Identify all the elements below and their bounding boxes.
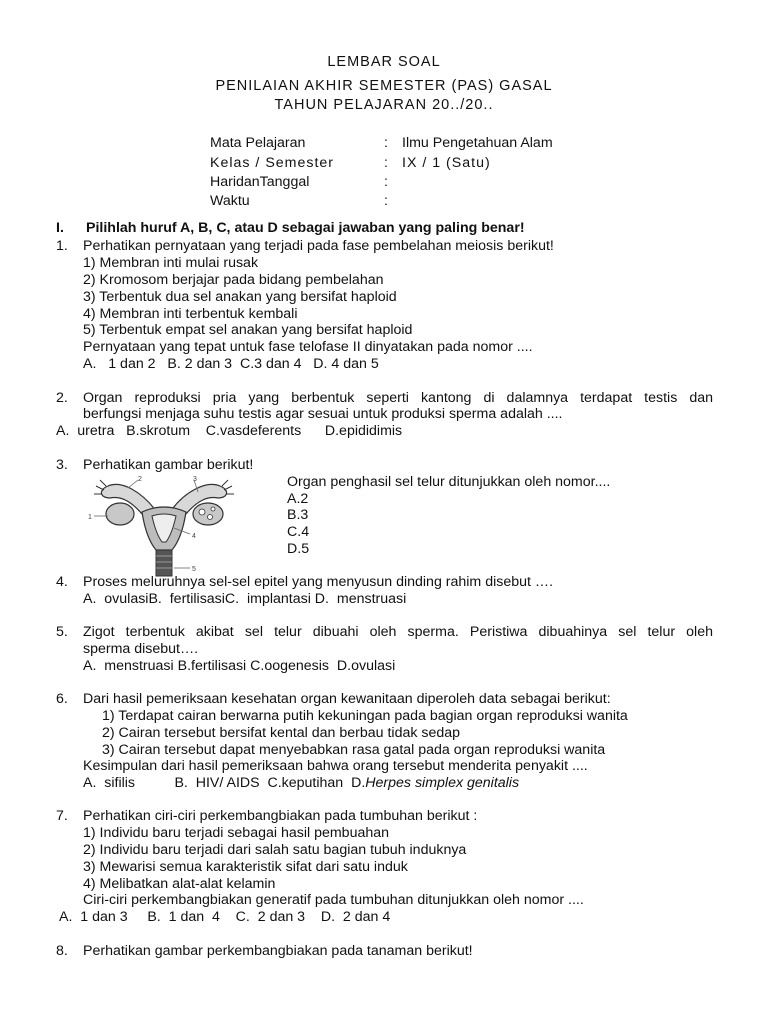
list-item: 3) Terbentuk dua sel anakan yang bersifat haploid bbox=[83, 289, 397, 305]
answer-options bbox=[83, 775, 519, 792]
list-item: 1) Membran inti mulai rusak bbox=[83, 255, 259, 271]
question-number: 5. bbox=[56, 624, 68, 640]
question-text: Perhatikan gambar perkembangbiakan pada tanaman berikut! bbox=[83, 943, 473, 959]
question-number: 1. bbox=[56, 238, 68, 254]
figure-label: 3 bbox=[193, 476, 197, 483]
question-stem: Kesimpulan dari hasil pemeriksaan bahwa orang tersebut menderita penyakit .... bbox=[83, 758, 588, 774]
list-item: 1) Individu baru terjadi sebagai hasil pembuahan bbox=[83, 825, 390, 841]
figure-label: 1 bbox=[88, 514, 92, 521]
list-item: 2) Cairan tersebut bersifat kental dan berbau tidak sedap bbox=[102, 725, 461, 741]
answer-options: A. 1 dan 3 B. 1 dan 4 C. 2 dan 3 D. 2 dan 4 bbox=[59, 909, 391, 925]
section-number: I. bbox=[56, 220, 64, 236]
question-number: 6. bbox=[56, 691, 68, 707]
info-sep: : bbox=[384, 155, 388, 171]
info-sep: : bbox=[384, 174, 388, 190]
question-text: berfungsi menjaga suhu testis agar sesuai untuk produksi sperma adalah .... bbox=[83, 406, 563, 422]
section-instruction: Pilihlah huruf A, B, C, atau D sebagai jawaban yang paling benar! bbox=[86, 220, 525, 236]
list-item: 4) Membran inti terbentuk kembali bbox=[83, 306, 298, 322]
question-text: Perhatikan gambar berikut! bbox=[83, 457, 254, 473]
question-text: Perhatikan pernyataan yang terjadi pada fase pembelahan meiosis berikut! bbox=[83, 238, 554, 254]
info-sep: : bbox=[384, 135, 388, 151]
question-stem: Ciri-ciri perkembangbiakan generatif pada tumbuhan ditunjukkan oleh nomor .... bbox=[83, 892, 584, 908]
doc-subtitle: PENILAIAN AKHIR SEMESTER (PAS) GASAL bbox=[215, 78, 553, 94]
answer-option: D.5 bbox=[287, 541, 310, 557]
doc-year: TAHUN PELAJARAN 20../20.. bbox=[274, 97, 494, 113]
question-text: Perhatikan ciri-ciri perkembangbiakan pada tumbuhan berikut : bbox=[83, 808, 478, 824]
question-number: 3. bbox=[56, 457, 68, 473]
answer-options: A. menstruasi B.fertilisasi C.oogenesis D.ovulasi bbox=[83, 658, 396, 674]
answer-options: A. ovulasiB. fertilisasiC. implantasi D. menstruasi bbox=[83, 591, 407, 607]
list-item: 3) Mewarisi semua karakteristik sifat dari satu induk bbox=[83, 859, 408, 875]
question-text: Proses meluruhnya sel-sel epitel yang menyusun dinding rahim disebut …. bbox=[83, 574, 554, 590]
figure-label: 2 bbox=[138, 476, 142, 483]
info-sep: : bbox=[384, 193, 388, 209]
question-text: sperma disebut…. bbox=[83, 641, 199, 657]
figure-label: 5 bbox=[192, 566, 196, 573]
figure-label: 4 bbox=[192, 533, 196, 540]
question-number: 4. bbox=[56, 574, 68, 590]
question-number: 2. bbox=[56, 390, 68, 406]
list-item: 5) Terbentuk empat sel anakan yang bersifat haploid bbox=[83, 322, 413, 338]
uterus-diagram bbox=[82, 472, 240, 580]
answer-option: A.2 bbox=[287, 491, 309, 507]
info-value: Ilmu Pengetahuan Alam bbox=[402, 135, 553, 151]
question-text: Organ reproduksi pria yang berbentuk seperti kantong di dalamnya terdapat testis dan bbox=[83, 390, 713, 406]
question-stem: Pernyataan yang tepat untuk fase telofase II dinyatakan pada nomor .... bbox=[83, 339, 533, 355]
list-item: 1) Terdapat cairan berwarna putih kekuningan pada bagian organ reproduksi wanita bbox=[102, 708, 628, 724]
answer-options: A. uretra B.skrotum C.vasdeferents D.epididimis bbox=[56, 423, 403, 439]
answer-options: A. 1 dan 2 B. 2 dan 3 C.3 dan 4 D. 4 dan 5 bbox=[83, 356, 379, 372]
list-item: 3) Cairan tersebut dapat menyebabkan rasa gatal pada organ reproduksi wanita bbox=[102, 742, 606, 758]
info-label: Kelas / Semester bbox=[210, 155, 335, 171]
answer-option: C.4 bbox=[287, 524, 310, 540]
question-text: Zigot terbentuk akibat sel telur dibuahi oleh sperma. Peristiwa dibuahinya sel telur oleh bbox=[83, 624, 713, 640]
question-text: Organ penghasil sel telur ditunjukkan oleh nomor.... bbox=[287, 474, 611, 490]
info-label: Waktu bbox=[210, 193, 250, 209]
info-value: IX / 1 (Satu) bbox=[402, 155, 491, 171]
answer-option: B.3 bbox=[287, 507, 309, 523]
answer-options-plain: A. sifilis B. HIV/ AIDS C.keputihan D. bbox=[83, 775, 366, 791]
doc-title: LEMBAR SOAL bbox=[327, 54, 441, 70]
answer-option-italic: Herpes simplex genitalis bbox=[365, 775, 520, 791]
question-text: Dari hasil pemeriksaan kesehatan organ kewanitaan diperoleh data sebagai berikut: bbox=[83, 691, 611, 707]
list-item: 2) Individu baru terjadi dari salah satu bagian tubuh induknya bbox=[83, 842, 467, 858]
info-label: Mata Pelajaran bbox=[210, 135, 306, 151]
list-item: 2) Kromosom berjajar pada bidang pembelahan bbox=[83, 272, 384, 288]
question-number: 8. bbox=[56, 943, 68, 959]
info-label: HaridanTanggal bbox=[210, 174, 310, 190]
question-number: 7. bbox=[56, 808, 68, 824]
list-item: 4) Melibatkan alat-alat kelamin bbox=[83, 876, 276, 892]
